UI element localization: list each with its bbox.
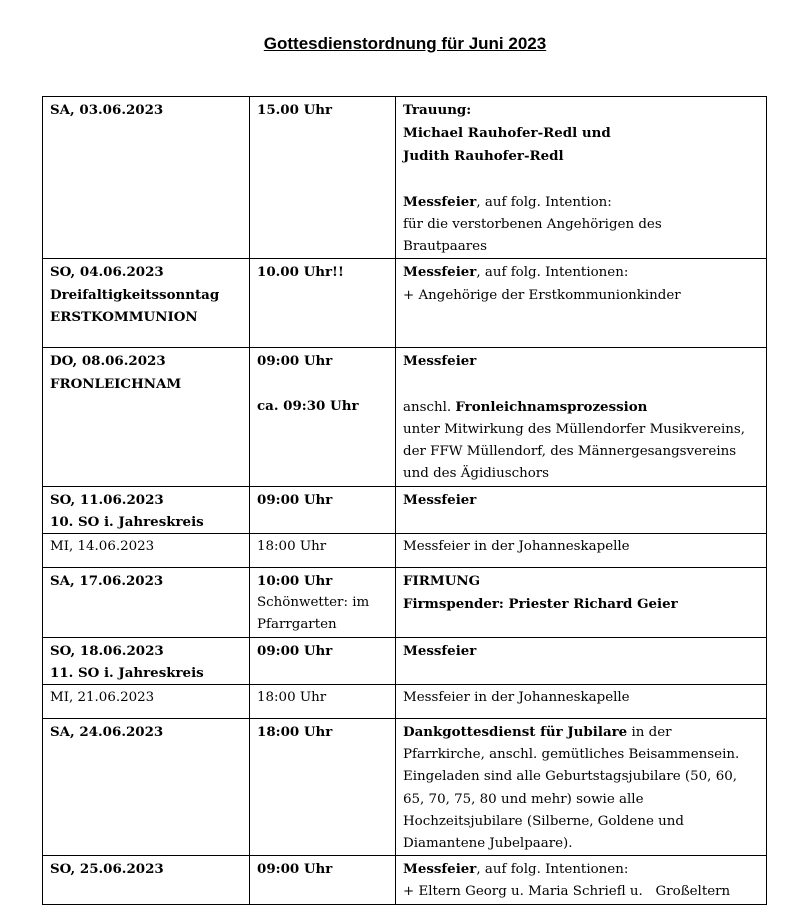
description-cell: [396, 568, 767, 638]
time-line: 09:00 Uhr: [257, 353, 333, 370]
description-line: [403, 419, 759, 441]
description-text: Messfeier in der Johanneskapelle: [403, 539, 630, 555]
description-bold: Messfeier: [403, 193, 477, 210]
time-line: ca. 09:30 Uhr: [257, 397, 359, 414]
date-cell: [43, 486, 250, 533]
time-cell: [250, 486, 396, 533]
time-note: Schönwetter: im: [257, 595, 370, 611]
description-line: [403, 536, 759, 558]
description-bold: Firmspender: Priester Richard Geier: [403, 596, 678, 613]
time-cell: [250, 259, 396, 348]
description-text: Diamantene Jubelpaare).: [403, 836, 573, 852]
time-line: 18:00 Uhr: [257, 690, 327, 706]
description-bold: Trauung:: [403, 102, 472, 118]
description-text: Brautpaares: [403, 239, 487, 255]
time-line: 18:00 Uhr: [257, 539, 327, 555]
description-line: [403, 811, 759, 833]
description-cell: [396, 685, 767, 719]
description-bold: Judith Rauhofer-Redl: [403, 148, 564, 165]
time-note: Pfarrgarten: [257, 617, 337, 633]
description-line: [403, 766, 759, 788]
date-cell: [43, 856, 250, 904]
table-row: [43, 637, 767, 684]
description-bold: Messfeier: [403, 353, 477, 370]
description-line: [403, 833, 759, 855]
time-line: 09:00 Uhr: [257, 861, 333, 878]
description-text: , auf folg. Intentionen:: [476, 265, 629, 281]
description-bold: Messfeier: [403, 491, 477, 508]
description-line: [403, 640, 759, 663]
description-cell: [396, 719, 767, 856]
date-cell: [43, 348, 250, 486]
description-line: [403, 396, 759, 419]
time-line: 09:00 Uhr: [257, 491, 333, 508]
description-line: [403, 214, 759, 236]
date-cell: [43, 685, 250, 719]
date-line: MI, 21.06.2023: [50, 690, 155, 706]
time-line: 09:00 Uhr: [257, 642, 333, 659]
date-line: DO, 08.06.2023: [50, 353, 166, 370]
description-cell: [396, 259, 767, 348]
description-text: und des Ägidiuschors: [403, 466, 550, 482]
description-text: für die verstorbenen Angehörigen des: [403, 217, 662, 232]
table-row: [43, 719, 767, 856]
table-row: [43, 348, 767, 486]
description-line: [403, 570, 759, 593]
description-prefix: anschl.: [403, 399, 456, 415]
date-line: SO, 11.06.2023: [50, 491, 164, 508]
time-cell: [250, 348, 396, 486]
time-cell: [250, 719, 396, 856]
time-line: 18:00 Uhr: [257, 724, 333, 741]
description-text: + Angehörige der Erstkommunionkinder: [403, 287, 681, 303]
description-bold: Messfeier: [403, 264, 477, 281]
table-row: [43, 534, 767, 568]
description-line: [403, 122, 759, 145]
date-line: SA, 17.06.2023: [50, 573, 164, 590]
description-text: Messfeier in der Johanneskapelle: [403, 690, 630, 706]
table-row: [43, 486, 767, 533]
description-line: [403, 744, 759, 766]
description-text: der FFW Müllendorf, des Männergesangsvereins: [403, 444, 737, 460]
description-line: [403, 236, 759, 258]
description-bold: Dankgottesdienst für Jubilare: [403, 724, 628, 741]
description-line: [403, 789, 759, 811]
description-line: [403, 489, 759, 512]
description-bold: FIRMUNG: [403, 573, 481, 590]
description-text: Hochzeitsjubilare (Silberne, Goldene und: [403, 813, 684, 829]
date-line: MI, 14.06.2023: [50, 539, 155, 555]
description-line: [403, 721, 759, 744]
time-cell: [250, 97, 396, 259]
description-text: 65, 70, 75, 80 und mehr) sowie alle: [403, 791, 644, 807]
time-cell: [250, 856, 396, 904]
description-text: , auf folg. Intentionen:: [476, 862, 629, 878]
description-text: Pfarrkirche, anschl. gemütliches Beisammensein.: [403, 747, 740, 763]
date-line: SA, 24.06.2023: [50, 724, 164, 741]
page-title: Gottesdienstordnung für Juni 2023: [263, 34, 547, 53]
description-cell: [396, 486, 767, 533]
table-row: [43, 856, 767, 904]
description-line: [403, 261, 759, 284]
description-cell: [396, 348, 767, 486]
description-text: in der: [627, 725, 672, 741]
time-cell: [250, 637, 396, 684]
date-cell: [43, 534, 250, 568]
description-cell: [396, 534, 767, 568]
description-line: [403, 191, 759, 214]
description-bold: Messfeier: [403, 642, 477, 659]
table-row: [43, 259, 767, 348]
date-line: SO, 04.06.2023: [50, 264, 164, 281]
date-line: SO, 18.06.2023: [50, 642, 164, 659]
date-line: 11. SO i. Jahreskreis: [50, 664, 204, 681]
description-line: [403, 441, 759, 463]
description-text: unter Mitwirkung des Müllendorfer Musikvereins,: [403, 422, 746, 437]
date-line: Dreifaltigkeitssonntag: [50, 286, 220, 303]
date-cell: [43, 568, 250, 638]
description-text: , auf folg. Intention:: [476, 194, 612, 210]
description-line: [403, 881, 759, 903]
time-cell: [250, 568, 396, 638]
description-cell: [396, 97, 767, 259]
time-line: 10:00 Uhr: [257, 573, 333, 590]
date-line: SO, 25.06.2023: [50, 861, 164, 878]
description-bold: Michael Rauhofer-Redl und: [403, 125, 611, 142]
description-line: [403, 350, 759, 373]
date-line: ERSTKOMMUNION: [50, 308, 198, 325]
time-line: 15.00 Uhr: [257, 102, 333, 118]
date-line: SA, 03.06.2023: [50, 102, 164, 118]
table-row: [43, 685, 767, 719]
blank-line: [403, 374, 759, 396]
time-line: 10.00 Uhr!!: [257, 264, 344, 281]
blank-line: [257, 373, 388, 395]
description-text: + Eltern Georg u. Maria Schriefl u. Großeltern: [403, 884, 731, 900]
time-cell: [250, 685, 396, 719]
description-bold: Fronleichnamsprozession: [455, 398, 648, 415]
description-line: [403, 463, 759, 485]
description-bold: Messfeier: [403, 861, 477, 878]
date-line: FRONLEICHNAM: [50, 375, 182, 392]
description-line: [403, 285, 759, 307]
description-cell: [396, 637, 767, 684]
description-line: [403, 858, 759, 881]
date-cell: [43, 637, 250, 684]
table-row: [43, 97, 767, 259]
time-cell: [250, 534, 396, 568]
description-line: [403, 99, 759, 122]
date-cell: [43, 97, 250, 259]
date-cell: [43, 259, 250, 348]
description-cell: [396, 856, 767, 904]
table-row: [43, 568, 767, 638]
description-line: [403, 687, 759, 709]
schedule-table: [42, 96, 767, 905]
description-text: Eingeladen sind alle Geburtstagsjubilare (50, 60,: [403, 769, 737, 785]
date-line: 10. SO i. Jahreskreis: [50, 513, 204, 530]
description-line: [403, 145, 759, 168]
blank-line: [403, 169, 759, 191]
date-cell: [43, 719, 250, 856]
description-line: [403, 593, 759, 616]
